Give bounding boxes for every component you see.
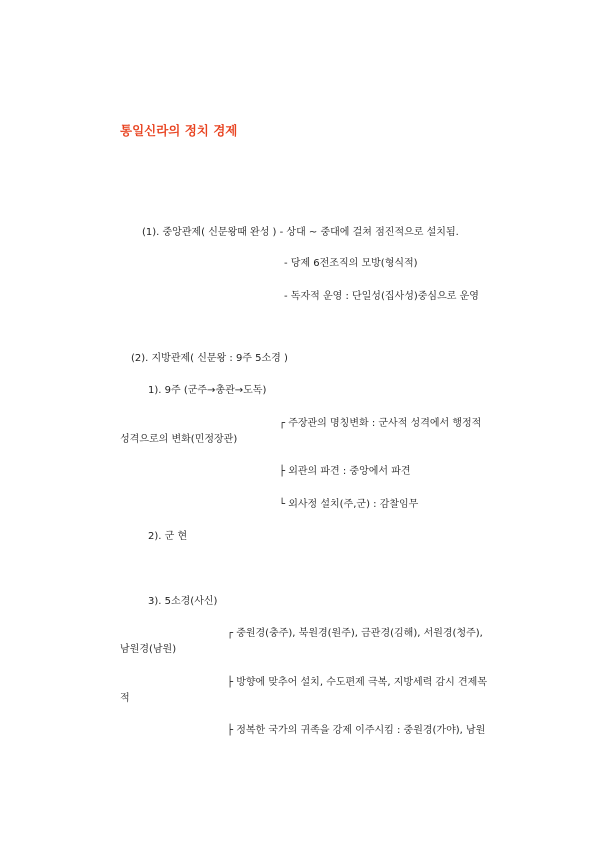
- text-line: └ 외사정 설치(주,군) : 감찰임무: [279, 499, 419, 510]
- text-line: - 당제 6전조직의 모방(형식적): [284, 258, 418, 269]
- text-line: ├ 외관의 파견 : 중앙에서 파견: [279, 466, 411, 477]
- text-line: ┌ 주장관의 명칭변화 : 군사적 성격에서 행정적: [279, 418, 482, 429]
- local-government-heading: (2). 지방관제( 신문왕 : 9주 5소경 ): [131, 353, 288, 364]
- text-line: 성격으로의 변화(민정장관): [120, 434, 238, 445]
- text-line: - 독자적 운영 : 단일성(집사성)중심으로 운영: [284, 291, 479, 302]
- central-government-heading: (1). 중앙관제( 신문왕때 완성 ) - 상대 ~ 중대에 걸쳐 점진적으로 설치됨.: [142, 227, 459, 238]
- nine-provinces-heading: 1). 9주 (군주→총관→도독): [148, 385, 267, 396]
- text-line: ┌ 중원경(충주), 북원경(원주), 금관경(김해), 서원경(청주),: [227, 628, 483, 639]
- county-heading: 2). 군 현: [148, 531, 188, 542]
- text-line: ├ 정복한 국가의 귀족을 강제 이주시킴 : 중원경(가야), 남원: [227, 725, 486, 736]
- text-line: 적: [120, 693, 130, 704]
- page-title: 통일신라의 정치 경제: [120, 123, 238, 138]
- text-line: 남원경(남원): [120, 644, 177, 655]
- text-line: ├ 방향에 맞추어 설치, 수도편제 극복, 지방세력 감시 견제목: [227, 677, 487, 688]
- five-capitals-heading: 3). 5소경(사신): [148, 596, 218, 607]
